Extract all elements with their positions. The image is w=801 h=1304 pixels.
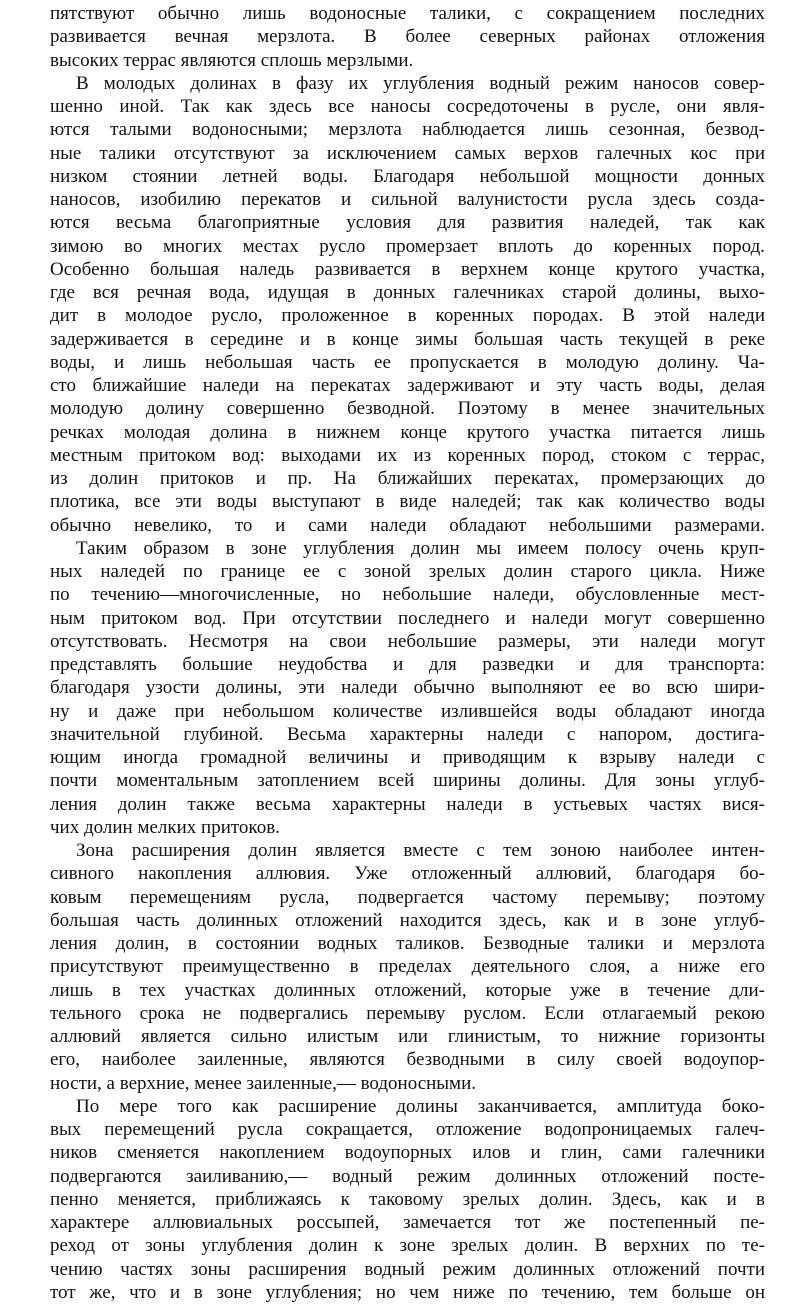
text-line: воды, и лишь небольшая часть ее пропускается в молодую долину. Ча- [50,351,765,373]
text-line: тот же, что и в зоне углубления; но чем ниже по течению, тем больше он [50,1281,765,1303]
text-line: развивается вечная мерзлота. В более северных районах отложения [50,26,765,48]
text-line: по течению—многочисленные, но небольшие наледи, обусловленные мест- [50,584,765,606]
text-line: где вся речная вода, идущая в донных галечниках старой долины, выхо- [50,282,765,303]
text-line: отсутствовать. Несмотря на свои небольшие размеры, эти наледи могут [50,630,765,652]
text-line: ются весьма благоприятные условия для развития наледей, так как [50,212,765,234]
text-line: большая часть долинных отложений находится здесь, как и в зоне углуб- [50,909,765,931]
text-line: низком стоянии летней воды. Благодаря небольшой мощности донных [50,165,765,187]
text-line: реход от зоны углубления долин к зоне зрелых долин. В верхних по те- [50,1235,765,1257]
text-line: плотика, все эти воды выступают в виде наледей; так как количество воды [50,491,765,513]
text-line: Зона расширения долин является вместе с тем зоною наиболее интен- [76,840,765,861]
text-line: ные талики отсутствуют за исключением самых верхов галечных кос при [50,142,765,164]
text-line: молодую долину совершенно безводной. Поэтому в менее значительных [50,398,765,420]
text-line: местным притоком вод: выходами их из коренных пород, стоком с террас, [50,444,765,466]
text-line: представлять большие неудобства и для разведки и для транспорта: [50,654,765,675]
text-line: зимою во многих местах русло промерзает вплоть до коренных пород. [50,235,765,257]
text-line: сивного накопления аллювия. Уже отложенный аллювий, благодаря бо- [50,863,765,885]
text-line: из долин притоков и пр. На ближайших перекатах, промерзающих до [50,468,765,489]
text-line: Особенно большая наледь развивается в верхнем конце крутого участка, [50,258,765,280]
text-line: чению частях зоны расширения водный режим долинных отложений почти [50,1258,765,1280]
text-line: присутствуют преимущественно в пределах деятельного слоя, а ниже его [50,956,765,978]
paragraph-2 [50,72,765,537]
text-line: В молодых долинах в фазу их углубления водный режим наносов совер- [76,72,765,94]
paragraph-4 [50,839,765,1095]
text-line: ются талыми водоносными; мерзлота наблюдается лишь сезонная, безвод- [50,119,765,141]
text-line: ления долин также весьма характерны наледи в устьевых частях вися- [50,793,765,815]
text-line: ности, а верхние, менее заиленные,— водоносными. [50,1072,476,1094]
text-line: ных наледей по границе ее с зоной зрелых долин старого цикла. Ниже [50,561,765,582]
text-line: его, наиболее заиленные, являются безводными в силу своей водоупор- [50,1049,765,1071]
text-line: сто ближайшие наледи на перекатах задерживают и эту часть воды, делая [50,375,765,396]
text-line: наносов, изобилию перекатов и сильной валунистости русла здесь созда- [50,189,765,210]
text-line: вых перемещений русла сокращается, отложение водопроницаемых галеч- [50,1119,765,1140]
text-line: пятствуют обычно лишь водоносные талики, с сокращением последних [50,3,765,24]
text-line: ну и даже при небольшом количестве излившейся воды обладают иногда [50,700,765,722]
text-line: задерживается в середине и в конце зимы большая часть текущей в реке [50,328,765,350]
text-line: шенно иной. Так как здесь все наносы сосредоточены в русле, они явля- [50,96,765,117]
text-line: благодаря узости долины, эти наледи обычно выполняют ее во всю шири- [50,677,765,699]
paragraph-3 [50,537,765,839]
text-line: пенно меняется, приближаясь к таковому зрелых долин. Здесь, как и в [50,1188,765,1210]
text-line: характере аллювиальных россыпей, замечается тот же постепенный пе- [50,1212,765,1233]
text-line: дит в молодое русло, проложенное в коренных породах. В этой наледи [50,305,765,327]
text-line: По мере того как расширение долины заканчивается, амплитуда боко- [76,1095,765,1117]
text-line: ковым перемещениям русла, подвергается частому перемыву; поэтому [50,886,765,908]
paragraph-5 [50,1095,765,1304]
text-line: обычно невелико, то и сами наледи обладают небольшими размерами. [50,514,765,536]
text-line: высоких террас являются сплошь мерзлыми. [50,49,414,71]
text-line: ным притоком вод. При отсутствии последнего и наледи могут совершенно [50,607,765,629]
text-line: чих долин мелких притоков. [50,816,280,838]
paragraph-1 [50,2,765,72]
text-line: ющим иногда громадной величины и приводящим к взрыву наледи с [50,747,765,768]
text-line: ления долин, в состоянии водных таликов. Безводные талики и мерзлота [50,933,765,954]
text-line: речках молодая долина в нижнем конце крутого участка питается лишь [50,421,765,443]
text-line: лишь в тех участках долинных отложений, которые уже в течение дли- [50,979,765,1001]
text-line: почти моментальным затоплением всей ширины долины. Для зоны углуб- [50,770,765,792]
text-line: Таким образом в зоне углубления долин мы имеем полосу очень круп- [76,537,765,559]
text-line: аллювий является сильно илистым или глинистым, то нижние горизонты [50,1026,765,1047]
text-line: тельного срока не подвергались перемыву руслом. Если отлагаемый рекою [50,1002,765,1024]
text-line: значительной глубиной. Весьма характерны наледи с напором, достига- [50,723,765,745]
text-line: подвергаются заиливанию,— водный режим долинных отложений посте- [50,1165,765,1187]
text-line: ников сменяется накоплением водоупорных илов и глин, сами галечники [50,1142,765,1164]
